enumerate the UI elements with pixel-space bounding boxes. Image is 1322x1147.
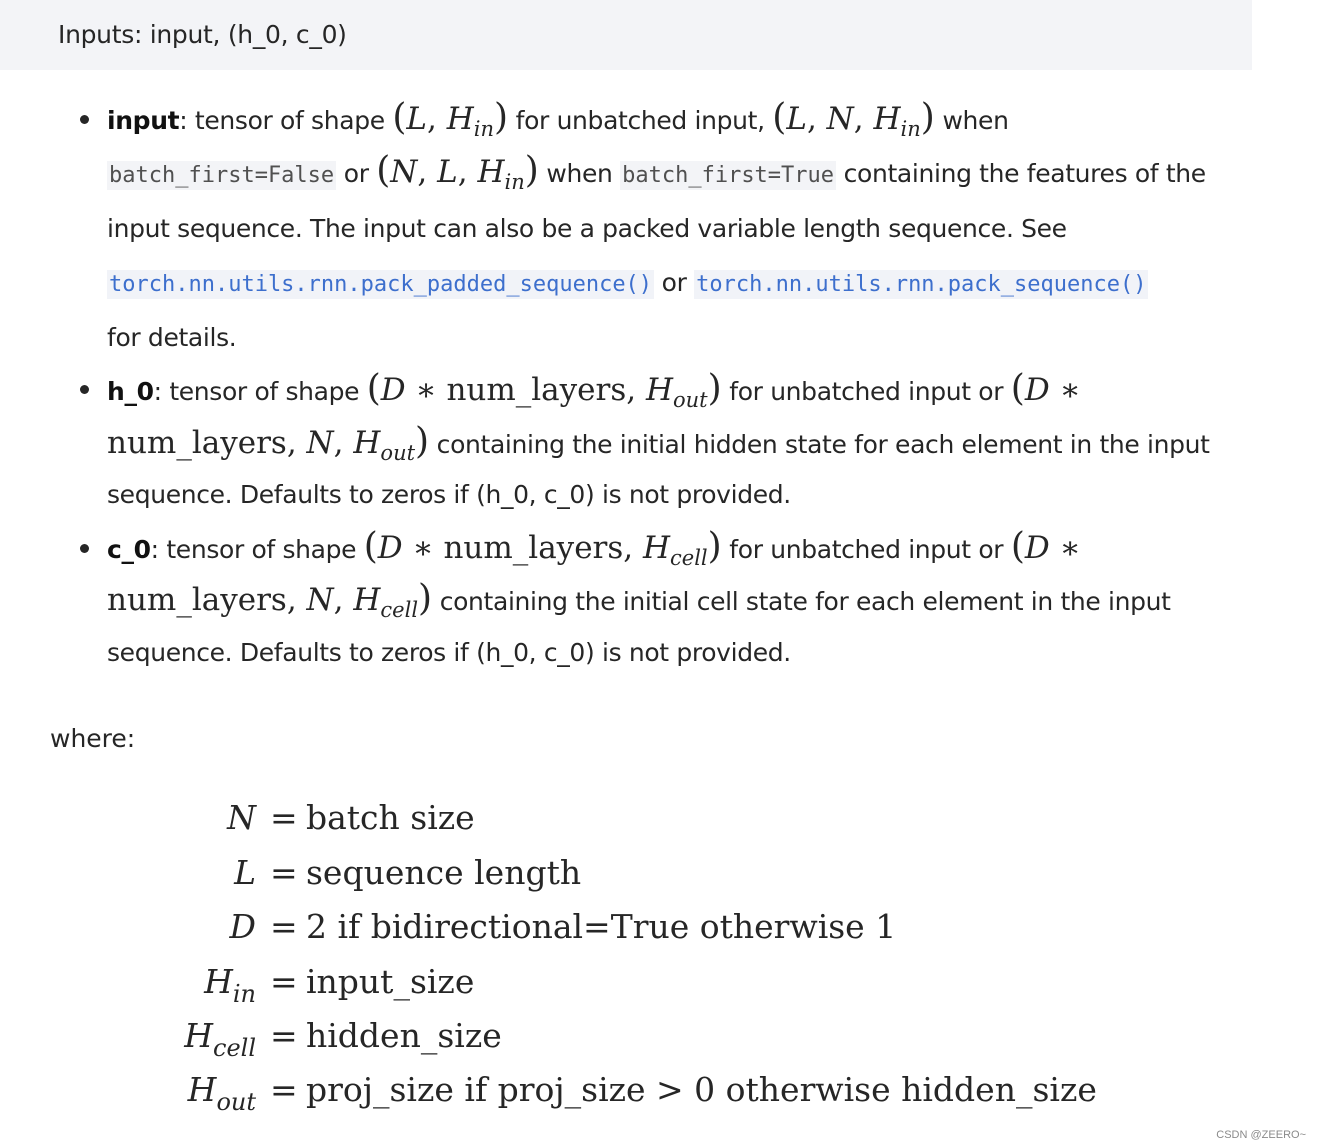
bullet-dot [80, 115, 89, 124]
param-name-c0: c_0 [107, 535, 151, 564]
param-name-h0: h_0 [107, 377, 154, 406]
inputs-header-bar [0, 0, 1252, 70]
math-shape-unbatched: (L, $H_{in}$) [392, 97, 509, 141]
math-c0-shape-unbatched: (D ∗ num_layers, $H_{cell}$) [363, 526, 722, 570]
equals-sign: = [270, 798, 298, 837]
eq-lhs: L [234, 853, 256, 892]
where-label: where: [50, 724, 136, 753]
c0-line-1 [107, 526, 1081, 570]
math-h0-shape-close: num_layers, N, $H_{out}$) [107, 421, 430, 465]
c0-line-2 [107, 578, 1171, 622]
eq-rhs: batch size [306, 798, 475, 837]
equals-sign: = [270, 907, 298, 946]
equals-sign: = [270, 1016, 298, 1055]
text: : tensor of shape [179, 106, 393, 135]
watermark: CSDN @ZEERO~ [1216, 1129, 1306, 1141]
h0-line-3: sequence. Defaults to zeros if (h_0, c_0) is not provided. [107, 480, 791, 509]
pack-sequence-link[interactable]: torch.nn.utils.rnn.pack_sequence() [696, 272, 1147, 297]
code-batch-first-false: batch_first=False [109, 163, 335, 188]
input-line-2 [107, 150, 1206, 194]
text: for unbatched input or [721, 535, 1011, 564]
text: containing the initial cell state for each element in the input [432, 587, 1171, 616]
input-line-1 [107, 97, 1009, 141]
text: : tensor of shape [153, 377, 367, 406]
eq-lhs: $H_{in}$ [204, 962, 256, 1008]
eq-lhs: N [227, 798, 256, 837]
equals-sign: = [270, 1070, 298, 1109]
text: or [336, 159, 377, 188]
equals-sign: = [270, 962, 298, 1001]
text: when [538, 159, 621, 188]
bullet-dot [80, 385, 89, 394]
h0-line-2 [107, 421, 1210, 465]
math-c0-shape-open: (D ∗ [1010, 526, 1081, 567]
text: : tensor of shape [150, 535, 364, 564]
text: containing the features of the [836, 159, 1206, 188]
eq-rhs: hidden_size [306, 1016, 502, 1055]
input-line-4 [107, 270, 1148, 296]
eq-lhs: $H_{cell}$ [184, 1016, 256, 1062]
eq-rhs: proj_size if proj_size > 0 otherwise hidden_size [306, 1070, 1097, 1109]
text: for unbatched input or [721, 377, 1011, 406]
input-line-5: for details. [107, 323, 237, 352]
math-h0-shape-open: (D ∗ [1010, 368, 1081, 409]
pack-padded-sequence-link[interactable]: torch.nn.utils.rnn.pack_padded_sequence() [109, 272, 653, 297]
h0-line-1 [107, 368, 1081, 412]
math-c0-shape-close: num_layers, N, $H_{cell}$) [107, 578, 433, 622]
eq-lhs: D [229, 907, 256, 946]
math-shape-batch-first: (N, L, $H_{in}$) [376, 150, 539, 194]
eq-rhs: 2 if bidirectional=True otherwise 1 [306, 907, 897, 946]
math-h0-shape-unbatched: (D ∗ num_layers, $H_{out}$) [366, 368, 722, 412]
code-batch-first-true: batch_first=True [622, 163, 835, 188]
bullet-dot [80, 544, 89, 553]
equals-sign: = [270, 853, 298, 892]
text: containing the initial hidden state for each element in the input [429, 430, 1210, 459]
c0-line-3: sequence. Defaults to zeros if (h_0, c_0) is not provided. [107, 638, 791, 667]
math-shape-batched: (L, N, $H_{in}$) [772, 97, 935, 141]
eq-rhs: input_size [306, 962, 475, 1001]
param-name-input: input [107, 106, 180, 135]
input-line-3: input sequence. The input can also be a packed variable length sequence. See [107, 214, 1067, 243]
text: or [654, 268, 695, 297]
text: for unbatched input, [508, 106, 773, 135]
eq-rhs: sequence length [306, 853, 582, 892]
text: when [934, 106, 1009, 135]
eq-lhs: $H_{out}$ [187, 1070, 256, 1116]
inputs-header-text: Inputs: input, (h_0, c_0) [58, 20, 347, 49]
